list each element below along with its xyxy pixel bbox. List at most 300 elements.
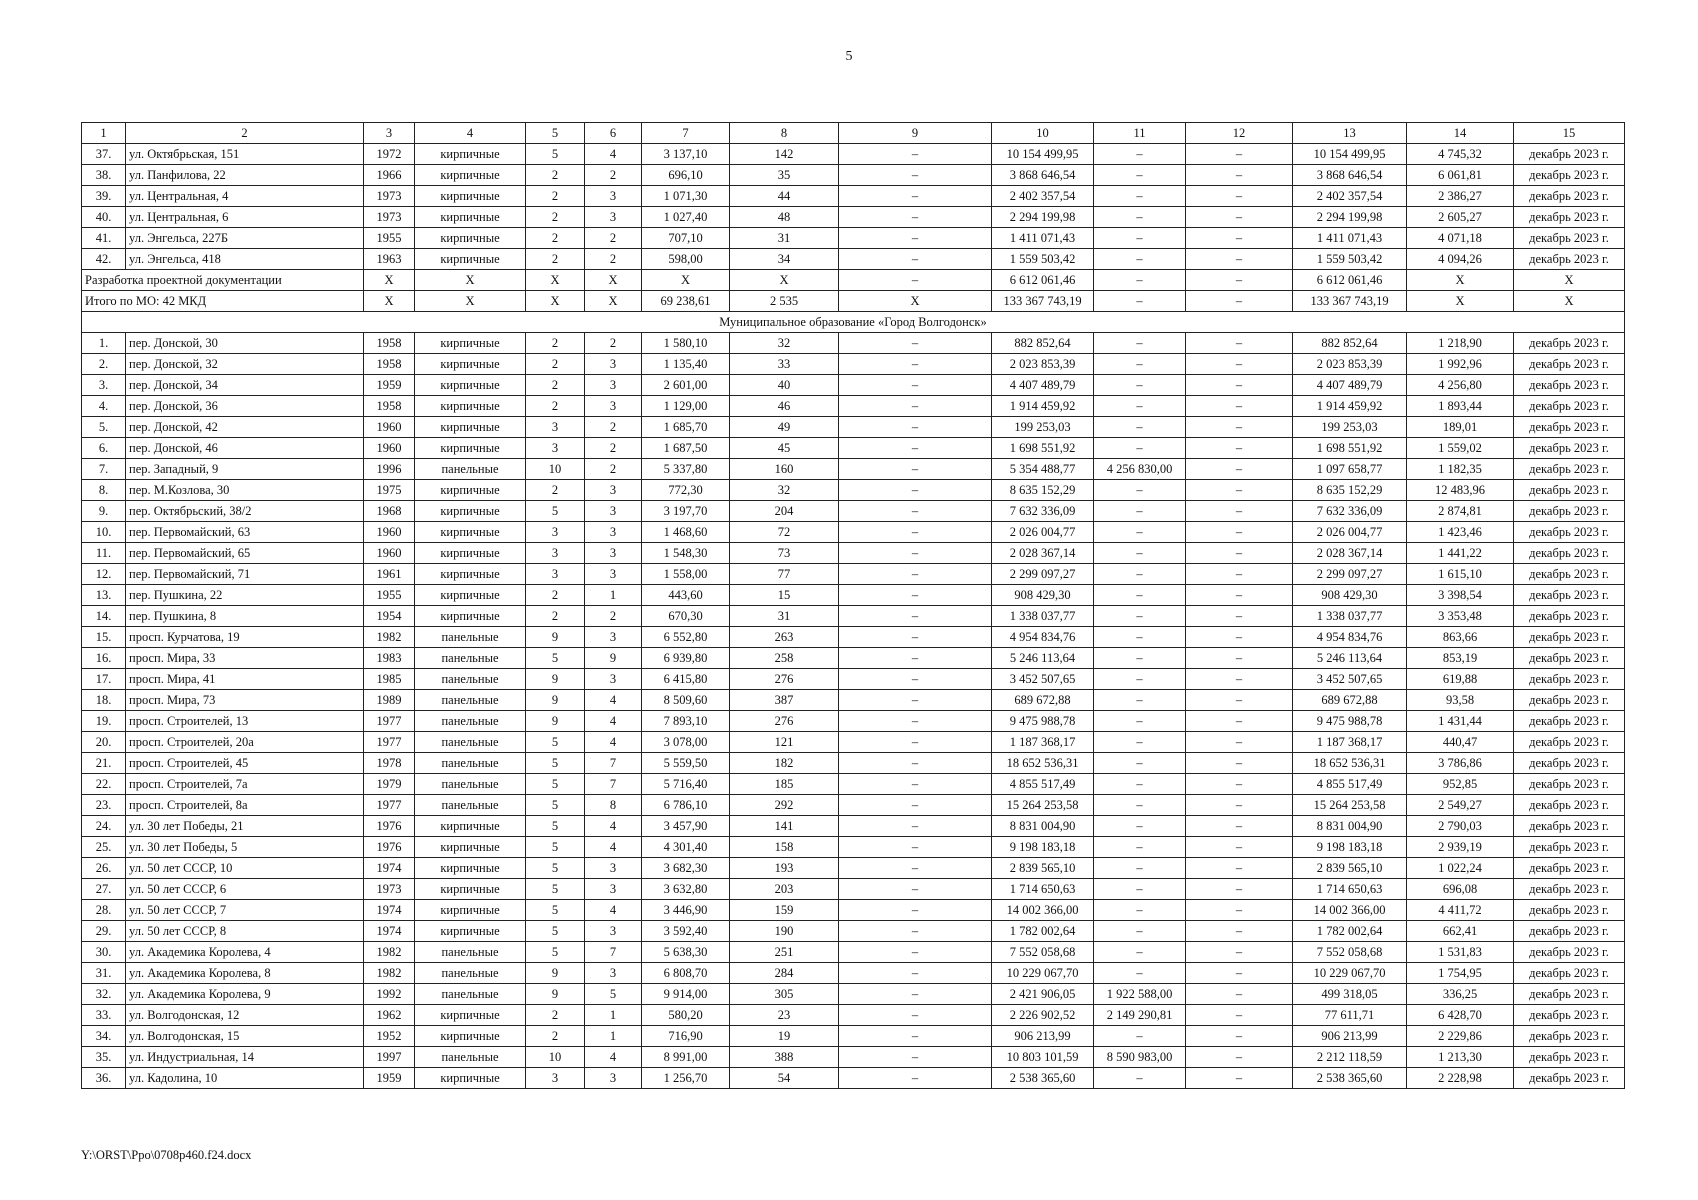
table-cell: декабрь 2023 г. [1514,984,1625,1005]
table-cell: 4 301,40 [642,837,730,858]
table-cell: – [1186,1005,1293,1026]
table-cell: 54 [730,1068,839,1089]
table-cell: 39. [82,186,126,207]
table-cell: пер. Первомайский, 63 [126,522,364,543]
table-cell: 906 213,99 [992,1026,1094,1047]
table-cell: 7 [585,753,642,774]
table-cell: декабрь 2023 г. [1514,900,1625,921]
table-cell: 5 [526,501,585,522]
table-cell: 2 023 853,39 [992,354,1094,375]
table-cell: 49 [730,417,839,438]
table-cell: 1972 [364,144,415,165]
table-cell: 9 [526,711,585,732]
table-cell: кирпичные [415,879,526,900]
table-cell: 1 187 368,17 [1293,732,1407,753]
table-cell: 5 246 113,64 [992,648,1094,669]
column-number-cell: 9 [839,123,992,144]
table-cell: X [1514,291,1625,312]
table-cell: 1 338 037,77 [992,606,1094,627]
table-cell: 1 548,30 [642,543,730,564]
table-cell: 9 [526,669,585,690]
table-cell: 3 398,54 [1407,585,1514,606]
table-cell: – [1094,501,1186,522]
column-number-cell: 8 [730,123,839,144]
table-cell: 21. [82,753,126,774]
table-cell: 26. [82,858,126,879]
table-cell: 3 592,40 [642,921,730,942]
table-cell: ул. Волгодонская, 12 [126,1005,364,1026]
table-cell: ул. Энгельса, 227Б [126,228,364,249]
table-row [82,459,1625,480]
table-cell: пер. Донской, 46 [126,438,364,459]
table-cell: 1 714 650,63 [1293,879,1407,900]
table-cell: – [1094,690,1186,711]
table-cell: – [839,438,992,459]
table-cell: 5 638,30 [642,942,730,963]
table-cell: 2 874,81 [1407,501,1514,522]
table-cell: ул. Академика Королева, 4 [126,942,364,963]
table-cell: – [1094,522,1186,543]
table-cell: 4 411,72 [1407,900,1514,921]
table-cell: 3 [585,375,642,396]
table-cell: декабрь 2023 г. [1514,228,1625,249]
table-cell: 1979 [364,774,415,795]
table-cell: 1. [82,333,126,354]
table-cell: – [839,921,992,942]
table-cell: 336,25 [1407,984,1514,1005]
table-row [82,816,1625,837]
table-cell: 3 [526,564,585,585]
table-cell: 6 939,80 [642,648,730,669]
table-cell: 1 687,50 [642,438,730,459]
table-cell: 1 559,02 [1407,438,1514,459]
table-cell: – [839,543,992,564]
table-cell: 4 954 834,76 [992,627,1094,648]
table-cell: 9 [526,627,585,648]
table-cell: пер. Первомайский, 65 [126,543,364,564]
table-cell: декабрь 2023 г. [1514,816,1625,837]
table-cell: 10 803 101,59 [992,1047,1094,1068]
table-cell: 9. [82,501,126,522]
table-cell: 8 [585,795,642,816]
table-cell: 1992 [364,984,415,1005]
table-cell: 45 [730,438,839,459]
table-cell: 1 922 588,00 [1094,984,1186,1005]
table-cell: 499 318,05 [1293,984,1407,1005]
table-cell: 2 [585,459,642,480]
table-cell: кирпичные [415,480,526,501]
table-cell: X [415,291,526,312]
table-cell: – [839,858,992,879]
table-cell: 284 [730,963,839,984]
table-cell: 32. [82,984,126,1005]
table-cell: кирпичные [415,144,526,165]
table-cell: 4 256,80 [1407,375,1514,396]
table-cell: пер. Первомайский, 71 [126,564,364,585]
table-cell: кирпичные [415,837,526,858]
table-cell: 5 [526,648,585,669]
table-cell: 22. [82,774,126,795]
table-cell: 1973 [364,879,415,900]
table-cell: кирпичные [415,1026,526,1047]
table-cell: 38. [82,165,126,186]
table-cell: декабрь 2023 г. [1514,249,1625,270]
table-cell: 5 246 113,64 [1293,648,1407,669]
table-cell: – [1094,333,1186,354]
table-cell: 7 893,10 [642,711,730,732]
table-cell: 3 [585,564,642,585]
table-cell: декабрь 2023 г. [1514,921,1625,942]
table-cell: декабрь 2023 г. [1514,627,1625,648]
table-cell: 10 154 499,95 [1293,144,1407,165]
table-cell: – [839,669,992,690]
table-cell: 15 264 253,58 [1293,795,1407,816]
table-cell: X [526,291,585,312]
table-cell: X [415,270,526,291]
table-cell: пер. Пушкина, 8 [126,606,364,627]
table-cell: 31 [730,606,839,627]
table-cell: – [839,648,992,669]
table-row [82,732,1625,753]
table-cell: декабрь 2023 г. [1514,144,1625,165]
table-cell: 3 [585,1068,642,1089]
table-cell: – [1094,942,1186,963]
table-cell: декабрь 2023 г. [1514,606,1625,627]
table-cell: – [1094,837,1186,858]
table-cell: 2 028 367,14 [992,543,1094,564]
column-number-row [82,123,1625,144]
table-cell: 2 538 365,60 [1293,1068,1407,1089]
table-cell: – [839,984,992,1005]
table-cell: – [1094,438,1186,459]
table-cell: кирпичные [415,921,526,942]
table-cell: – [839,690,992,711]
table-cell: 4 [585,816,642,837]
table-cell: 160 [730,459,839,480]
table-cell: 696,10 [642,165,730,186]
table-cell: 689 672,88 [1293,690,1407,711]
table-cell: 707,10 [642,228,730,249]
table-cell: 73 [730,543,839,564]
file-path-footer: Y:\ORST\Ppo\0708p460.f24.docx [81,1148,252,1162]
table-cell: 3 632,80 [642,879,730,900]
table-cell: 2 [526,228,585,249]
table-cell: 2 [585,249,642,270]
table-cell: 77 611,71 [1293,1005,1407,1026]
table-cell: декабрь 2023 г. [1514,690,1625,711]
table-cell: – [1186,207,1293,228]
table-cell: 3 137,10 [642,144,730,165]
table-cell: – [839,816,992,837]
table-cell: – [1094,753,1186,774]
table-cell: 1975 [364,480,415,501]
table-cell: 5 [526,144,585,165]
table-cell: просп. Курчатова, 19 [126,627,364,648]
table-cell: 7 [585,942,642,963]
table-cell: 1 914 459,92 [992,396,1094,417]
table-cell: 9 914,00 [642,984,730,1005]
table-cell: 5 [585,984,642,1005]
table-cell: 3 786,86 [1407,753,1514,774]
table-cell: 4 [585,690,642,711]
table-cell: 23. [82,795,126,816]
table-cell: – [1186,816,1293,837]
table-cell: 7 632 336,09 [1293,501,1407,522]
table-cell: 1960 [364,522,415,543]
table-cell: кирпичные [415,900,526,921]
table-cell: 1954 [364,606,415,627]
table-cell: декабрь 2023 г. [1514,1005,1625,1026]
table-cell: – [1186,144,1293,165]
summary-label: Итого по МО: 42 МКД [82,291,364,312]
table-cell: 40 [730,375,839,396]
table-cell: 3 [585,858,642,879]
table-cell: 2 [526,606,585,627]
table-cell: 1 782 002,64 [992,921,1094,942]
table-cell: 190 [730,921,839,942]
table-row [82,669,1625,690]
table-cell: 4 [585,900,642,921]
table-cell: 3 353,48 [1407,606,1514,627]
table-cell: – [1186,795,1293,816]
table-cell: 6 786,10 [642,795,730,816]
table-cell: кирпичные [415,375,526,396]
table-cell: 18 652 536,31 [992,753,1094,774]
table-cell: 8 831 004,90 [992,816,1094,837]
table-row [82,375,1625,396]
table-cell: панельные [415,795,526,816]
table-cell: 3 [526,543,585,564]
table-cell: 1958 [364,333,415,354]
table-cell: 2 402 357,54 [1293,186,1407,207]
table-cell: – [1094,669,1186,690]
table-cell: 276 [730,669,839,690]
table-cell: 2 026 004,77 [1293,522,1407,543]
table-cell: 1976 [364,816,415,837]
table-cell: 41. [82,228,126,249]
table-cell: 3 [526,1068,585,1089]
table-cell: 4 094,26 [1407,249,1514,270]
table-cell: 2 [526,1005,585,1026]
table-cell: X [585,291,642,312]
table-cell: 2 839 565,10 [1293,858,1407,879]
column-number-cell: 13 [1293,123,1407,144]
table-cell: 258 [730,648,839,669]
table-cell: 2 028 367,14 [1293,543,1407,564]
table-cell: 2 839 565,10 [992,858,1094,879]
table-cell: 8 635 152,29 [1293,480,1407,501]
table-cell: – [1186,732,1293,753]
table-cell: 2 [526,375,585,396]
table-body [82,123,1625,1089]
table-cell: – [1186,417,1293,438]
table-cell: X [1407,270,1514,291]
table-cell: 1 218,90 [1407,333,1514,354]
table-cell: панельные [415,732,526,753]
table-cell: 133 367 743,19 [1293,291,1407,312]
table-cell: 2 226 902,52 [992,1005,1094,1026]
table-cell: 37. [82,144,126,165]
table-cell: 2 026 004,77 [992,522,1094,543]
table-cell: 32 [730,480,839,501]
table-cell: 193 [730,858,839,879]
table-cell: X [1514,270,1625,291]
table-cell: 2 [585,606,642,627]
table-cell: – [839,144,992,165]
table-cell: – [839,228,992,249]
table-cell: 2 [526,480,585,501]
table-cell: 4 [585,1047,642,1068]
table-cell: 1973 [364,186,415,207]
table-cell: ул. Центральная, 6 [126,207,364,228]
table-cell: – [1186,942,1293,963]
table-cell: декабрь 2023 г. [1514,732,1625,753]
table-cell: – [839,753,992,774]
table-cell: 1 411 071,43 [992,228,1094,249]
table-cell: 2 212 118,59 [1293,1047,1407,1068]
table-cell: – [1186,879,1293,900]
table-cell: декабрь 2023 г. [1514,858,1625,879]
table-cell: 3 [585,627,642,648]
table-cell: 772,30 [642,480,730,501]
table-cell: – [839,207,992,228]
table-cell: ул. 50 лет СССР, 6 [126,879,364,900]
table-cell: кирпичные [415,207,526,228]
table-cell: – [839,396,992,417]
table-cell: – [839,417,992,438]
table-cell: 4 [585,837,642,858]
table-cell: 3 [526,522,585,543]
table-row [82,606,1625,627]
table-cell: 2 535 [730,291,839,312]
table-cell: декабрь 2023 г. [1514,879,1625,900]
table-cell: 8 635 152,29 [992,480,1094,501]
table-cell: кирпичные [415,186,526,207]
table-cell: 27. [82,879,126,900]
table-row [82,480,1625,501]
table-cell: пер. Донской, 34 [126,375,364,396]
table-cell: 1968 [364,501,415,522]
table-cell: 2 386,27 [1407,186,1514,207]
table-cell: – [839,795,992,816]
table-cell: – [839,459,992,480]
table-cell: – [1186,186,1293,207]
table-cell: 276 [730,711,839,732]
table-cell: пер. Донской, 32 [126,354,364,375]
table-cell: 10. [82,522,126,543]
table-cell: 1 411 071,43 [1293,228,1407,249]
table-cell: декабрь 2023 г. [1514,459,1625,480]
table-cell: 251 [730,942,839,963]
table-cell: пер. Донской, 36 [126,396,364,417]
table-cell: пер. М.Козлова, 30 [126,480,364,501]
table-cell: – [839,732,992,753]
table-cell: декабрь 2023 г. [1514,438,1625,459]
table-cell: 19. [82,711,126,732]
table-cell: кирпичные [415,1005,526,1026]
table-cell: 1958 [364,396,415,417]
table-cell: X [526,270,585,291]
table-cell: 1 338 037,77 [1293,606,1407,627]
table-cell: – [839,585,992,606]
table-cell: – [1094,543,1186,564]
table-cell: 3 [585,480,642,501]
table-cell: пер. Октябрьский, 38/2 [126,501,364,522]
column-number-cell: 2 [126,123,364,144]
table-cell: 619,88 [1407,669,1514,690]
table-cell: 5 [526,774,585,795]
table-cell: 1983 [364,648,415,669]
table-cell: 1 182,35 [1407,459,1514,480]
table-cell: 696,08 [1407,879,1514,900]
table-cell: 48 [730,207,839,228]
page-number: 5 [845,49,853,64]
table-cell: ул. Энгельса, 418 [126,249,364,270]
table-cell: 3. [82,375,126,396]
table-cell: – [839,480,992,501]
table-cell: 2 [585,333,642,354]
table-cell: кирпичные [415,564,526,585]
table-cell: 77 [730,564,839,585]
table-cell: 1 914 459,92 [1293,396,1407,417]
table-cell: 5 716,40 [642,774,730,795]
table-cell: – [839,1026,992,1047]
table-cell: 1 714 650,63 [992,879,1094,900]
table-cell: 31 [730,228,839,249]
table-row [82,690,1625,711]
table-cell: X [585,270,642,291]
table-cell: 121 [730,732,839,753]
table-cell: 133 367 743,19 [992,291,1094,312]
table-cell: 1989 [364,690,415,711]
table-cell: – [1094,900,1186,921]
table-cell: 580,20 [642,1005,730,1026]
table-row [82,522,1625,543]
table-cell: декабрь 2023 г. [1514,711,1625,732]
table-cell: декабрь 2023 г. [1514,354,1625,375]
table-cell: просп. Мира, 33 [126,648,364,669]
table-cell: – [1186,921,1293,942]
table-cell: 8 831 004,90 [1293,816,1407,837]
table-cell: – [1094,186,1186,207]
table-cell: кирпичные [415,501,526,522]
table-row [82,627,1625,648]
table-cell: – [1094,354,1186,375]
table-cell: декабрь 2023 г. [1514,207,1625,228]
table-cell: 24. [82,816,126,837]
table-cell: 670,30 [642,606,730,627]
table-cell: 2 601,00 [642,375,730,396]
summary-row [82,291,1625,312]
table-cell: 8 991,00 [642,1047,730,1068]
column-number-cell: 6 [585,123,642,144]
table-cell: 10 154 499,95 [992,144,1094,165]
table-cell: кирпичные [415,543,526,564]
table-cell: 3 [585,543,642,564]
table-cell: кирпичные [415,165,526,186]
table-cell: кирпичные [415,858,526,879]
table-cell: декабрь 2023 г. [1514,1047,1625,1068]
table-cell: 1 685,70 [642,417,730,438]
table-cell: 1 256,70 [642,1068,730,1089]
table-cell: 9 [526,984,585,1005]
table-cell: декабрь 2023 г. [1514,333,1625,354]
table-row [82,165,1625,186]
table-cell: 1977 [364,711,415,732]
table-row [82,942,1625,963]
table-cell: 5 354 488,77 [992,459,1094,480]
table-cell: кирпичные [415,816,526,837]
